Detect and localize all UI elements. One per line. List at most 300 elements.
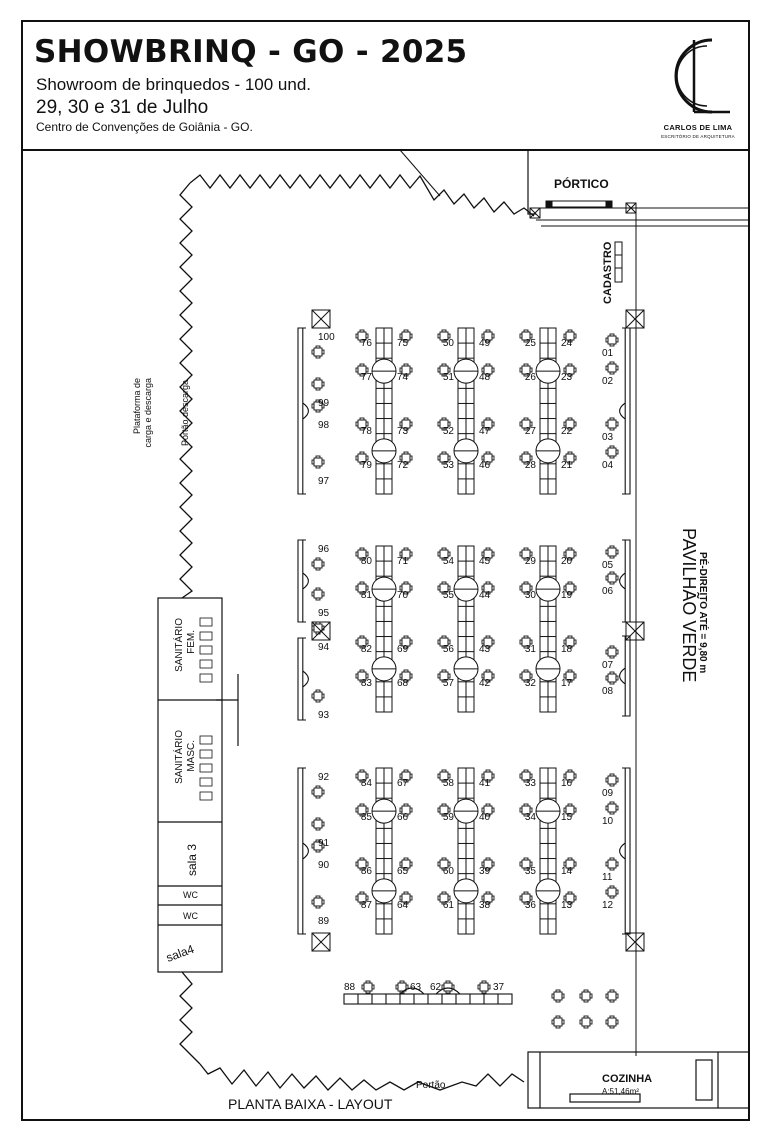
stand-number: 43 [479, 644, 491, 655]
chair [372, 985, 374, 989]
chair [316, 896, 320, 898]
stand-number: 74 [397, 372, 409, 383]
sheet-border [22, 21, 749, 1120]
chair [438, 862, 440, 866]
stand-number: 31 [524, 644, 536, 655]
chair [312, 900, 314, 904]
table-with-chairs [312, 786, 324, 798]
stand-number: 08 [602, 686, 614, 697]
table [314, 458, 322, 466]
chair [486, 892, 490, 894]
stand-number: 24 [561, 338, 573, 349]
chair [520, 456, 522, 460]
left-zigzag-wall-lower [180, 972, 200, 1064]
chair [568, 330, 572, 332]
stand-number: 04 [602, 460, 614, 471]
chair [520, 896, 522, 900]
chair [568, 670, 572, 672]
wall-stand [620, 540, 630, 622]
wall-stand [298, 540, 308, 622]
chair [410, 640, 412, 644]
stand-number: 66 [397, 812, 409, 823]
chair [520, 334, 522, 338]
table [608, 364, 616, 372]
chair [606, 550, 608, 554]
stand-number: 41 [479, 778, 491, 789]
chair [520, 774, 522, 778]
stand-number: 84 [360, 778, 372, 789]
wall-stand-bump [620, 403, 626, 419]
chair [580, 994, 582, 998]
chair [610, 672, 614, 674]
table-with-chairs [396, 981, 408, 993]
chair [568, 582, 572, 584]
chair [520, 674, 522, 678]
stand-number: 80 [360, 556, 372, 567]
chair [438, 774, 440, 778]
chair [616, 806, 618, 810]
chair [396, 985, 398, 989]
toilet-fixture [200, 618, 212, 626]
stand-island [536, 546, 560, 712]
chair [442, 636, 446, 638]
chair [442, 582, 446, 584]
chair [556, 1026, 560, 1028]
chair [574, 586, 576, 590]
chair [492, 774, 494, 778]
chair [574, 774, 576, 778]
chair [446, 991, 450, 993]
chair [568, 364, 572, 366]
table-with-chairs [606, 362, 618, 374]
chair [590, 994, 592, 998]
chair [316, 466, 320, 468]
stand-number: 44 [479, 590, 491, 601]
cadastro-label: CADASTRO [602, 241, 614, 304]
chair [606, 806, 608, 810]
stand-island [372, 328, 396, 494]
chair [492, 862, 494, 866]
chair [404, 770, 408, 772]
chair [316, 588, 320, 590]
chair [574, 552, 576, 556]
chair [606, 650, 608, 654]
toilet-fixture [200, 750, 212, 758]
portico [546, 201, 612, 207]
chair [360, 364, 364, 366]
chair [410, 808, 412, 812]
chair [406, 985, 408, 989]
chair [366, 991, 370, 993]
chair [610, 582, 614, 584]
chair [574, 334, 576, 338]
table-with-chairs [580, 1016, 592, 1028]
event-subtitle: Showroom de brinquedos - 100 und. [36, 75, 312, 94]
chair [438, 808, 440, 812]
stand-number: 30 [524, 590, 536, 601]
chair [520, 552, 522, 556]
stand-number: 02 [602, 376, 614, 387]
table [314, 380, 322, 388]
chair [360, 548, 364, 550]
chair [356, 586, 358, 590]
stand-number: 99 [318, 398, 330, 409]
table [314, 560, 322, 568]
chair [610, 812, 614, 814]
table-with-chairs [312, 588, 324, 600]
stand-number: 88 [344, 982, 356, 993]
stand-number: 06 [602, 586, 614, 597]
chair [360, 892, 364, 894]
stand-number: 33 [524, 778, 536, 789]
chair [492, 552, 494, 556]
chair [524, 636, 528, 638]
chair [316, 906, 320, 908]
chair [562, 994, 564, 998]
stand-number: 45 [479, 556, 491, 567]
chair [316, 346, 320, 348]
stand-number: 83 [360, 678, 372, 689]
table-with-chairs [606, 1016, 618, 1028]
chair [574, 456, 576, 460]
chair [610, 656, 614, 658]
table-with-chairs [312, 690, 324, 702]
chair [360, 418, 364, 420]
structural-column [626, 933, 644, 951]
table [582, 1018, 590, 1026]
table-with-chairs [580, 990, 592, 1002]
stand-number: 40 [479, 812, 491, 823]
chair [322, 460, 324, 464]
building-walls [180, 150, 749, 1090]
stand-number: 32 [524, 678, 536, 689]
chair [574, 808, 576, 812]
portico-label: PÓRTICO [554, 177, 609, 191]
chair [438, 456, 440, 460]
chair [584, 1016, 588, 1018]
chair [482, 991, 486, 993]
stand-number: 91 [318, 838, 330, 849]
chair [486, 452, 490, 454]
chair [486, 670, 490, 672]
wall-stand-bump [620, 573, 626, 589]
portico-walls [528, 150, 536, 214]
room-4-label: sala4 [164, 941, 196, 965]
chair [438, 586, 440, 590]
stand-number: 13 [561, 900, 573, 911]
chair [610, 774, 614, 776]
chair [404, 452, 408, 454]
wall-stand-outline [298, 540, 306, 622]
table-with-chairs [606, 334, 618, 346]
chair [610, 556, 614, 558]
wall-stand-outline [298, 768, 306, 934]
chair [524, 804, 528, 806]
stand-number: 87 [360, 900, 372, 911]
stand-number: 25 [524, 338, 536, 349]
chair [610, 896, 614, 898]
toilet-fixture [200, 674, 212, 682]
chair [404, 582, 408, 584]
chair [610, 1026, 614, 1028]
chair [356, 674, 358, 678]
stand-number: 70 [397, 590, 409, 601]
chair [410, 422, 412, 426]
stand-number: 38 [479, 900, 491, 911]
chair [442, 892, 446, 894]
stand-number: 69 [397, 644, 409, 655]
chair [322, 694, 324, 698]
stand-number: 28 [524, 460, 536, 471]
stand-number: 11 [602, 872, 613, 883]
stand-number: 94 [318, 642, 330, 653]
platform-label: carga e descarga [143, 378, 153, 448]
stand-number: 49 [479, 338, 491, 349]
chair [610, 546, 614, 548]
chair [356, 896, 358, 900]
chair [410, 334, 412, 338]
stand-number: 34 [524, 812, 536, 823]
chair [312, 822, 314, 826]
chair [492, 422, 494, 426]
stand-number: 53 [442, 460, 454, 471]
chair [438, 334, 440, 338]
chair [452, 985, 454, 989]
chair [580, 1020, 582, 1024]
chair [482, 981, 486, 983]
service-block [158, 598, 238, 972]
chair [316, 568, 320, 570]
stand-number: 65 [397, 866, 409, 877]
stand-number: 68 [397, 678, 409, 689]
table-with-chairs [606, 774, 618, 786]
chair [442, 770, 446, 772]
chair [610, 446, 614, 448]
event-title: SHOWBRINQ - GO - 2025 [34, 34, 468, 70]
stand-number: 10 [602, 816, 614, 827]
chair [610, 362, 614, 364]
stand-number: 77 [360, 372, 372, 383]
chair [616, 994, 618, 998]
chair [492, 808, 494, 812]
stand-number: 78 [360, 426, 372, 437]
stand-number: 85 [360, 812, 372, 823]
chair [322, 790, 324, 794]
structural-column [626, 310, 644, 328]
chair [366, 981, 370, 983]
stand-number: 86 [360, 866, 372, 877]
chair [312, 382, 314, 386]
chair [356, 640, 358, 644]
wall-stand-outline [298, 638, 306, 720]
chair [442, 670, 446, 672]
stand-number: 09 [602, 788, 614, 799]
stand-number: 14 [561, 866, 573, 877]
table-with-chairs [606, 546, 618, 558]
table-with-chairs [606, 990, 618, 1002]
toilet-fixture [200, 660, 212, 668]
table [608, 574, 616, 582]
table [608, 804, 616, 812]
chair [524, 364, 528, 366]
structural-column [312, 622, 330, 640]
chair [492, 334, 494, 338]
chair [486, 582, 490, 584]
stand-number: 50 [442, 338, 454, 349]
platform-label: Plataforma de [132, 378, 142, 435]
architect-name: CARLOS DE LIMA [663, 123, 733, 132]
chair [574, 368, 576, 372]
chair [520, 640, 522, 644]
table [444, 983, 452, 991]
stand-number: 19 [561, 590, 573, 601]
chair [584, 990, 588, 992]
stand-number: 90 [318, 860, 330, 871]
table [608, 420, 616, 428]
chair [552, 994, 554, 998]
stand-number: 07 [602, 660, 614, 671]
chair [616, 676, 618, 680]
table-with-chairs [312, 378, 324, 390]
table [554, 992, 562, 1000]
kitchen-area-label: A:51,46m² [602, 1087, 639, 1096]
chair [438, 552, 440, 556]
chair [568, 892, 572, 894]
stand-number: 96 [318, 544, 330, 555]
chair [442, 452, 446, 454]
stand-number: 79 [360, 460, 372, 471]
stand-number: 60 [442, 866, 454, 877]
chair [410, 586, 412, 590]
chair [616, 422, 618, 426]
stand-number: 81 [360, 590, 372, 601]
stand-layout [132, 176, 710, 1096]
chair [360, 636, 364, 638]
chair [492, 640, 494, 644]
table [608, 336, 616, 344]
chair [590, 1020, 592, 1024]
stand-number: 89 [318, 916, 330, 927]
chair [362, 985, 364, 989]
chair [442, 858, 446, 860]
chair [606, 890, 608, 894]
mens-restroom-label: MASC. [186, 740, 197, 772]
stand-island [536, 768, 560, 934]
chair [492, 368, 494, 372]
chair [616, 338, 618, 342]
wall-stand [298, 638, 308, 720]
wall-stand [620, 768, 630, 934]
chair [312, 562, 314, 566]
chair [446, 981, 450, 983]
chair [404, 636, 408, 638]
stand-number: 17 [561, 678, 573, 689]
chair [556, 990, 560, 992]
chair [404, 418, 408, 420]
chair [568, 770, 572, 772]
chair [486, 858, 490, 860]
chair [616, 778, 618, 782]
chair [322, 822, 324, 826]
chair [610, 868, 614, 870]
chair [410, 862, 412, 866]
chair [606, 994, 608, 998]
chair [574, 674, 576, 678]
architect-tagline: ESCRITÓRIO DE ARQUITETURA [661, 134, 735, 139]
chair [568, 858, 572, 860]
table [608, 860, 616, 868]
table-with-chairs [606, 858, 618, 870]
chair [616, 576, 618, 580]
wall-stand [620, 636, 630, 716]
table-with-chairs [552, 990, 564, 1002]
stand-number: 54 [442, 556, 454, 567]
wall-stand-outline [622, 768, 630, 934]
chair [492, 456, 494, 460]
womens-restroom-label: FEM. [186, 630, 197, 654]
chair [606, 422, 608, 426]
stand-number: 29 [524, 556, 536, 567]
chair [610, 572, 614, 574]
chair [356, 862, 358, 866]
stand-number: 61 [442, 900, 454, 911]
pavilion-label: PAVILHÃO VERDE [679, 528, 699, 683]
chair [486, 804, 490, 806]
chair [562, 1020, 564, 1024]
table-with-chairs [442, 981, 454, 993]
chair [356, 552, 358, 556]
stand-number: 39 [479, 866, 491, 877]
stand-number: 63 [410, 982, 422, 993]
chair [610, 886, 614, 888]
stand-island [454, 546, 478, 712]
table [608, 648, 616, 656]
stand-number: 67 [397, 778, 409, 789]
chair [520, 586, 522, 590]
wall-stand-outline [622, 540, 630, 622]
chair [356, 456, 358, 460]
stand-number: 100 [318, 332, 335, 343]
table-with-chairs [606, 886, 618, 898]
stand-number: 92 [318, 772, 330, 783]
table-with-chairs [362, 981, 374, 993]
stand-number: 72 [397, 460, 409, 471]
table-with-chairs [606, 572, 618, 584]
wall-stand-outline [622, 328, 630, 494]
chair [356, 808, 358, 812]
chair [616, 1020, 618, 1024]
chair [438, 674, 440, 678]
table-with-chairs [606, 672, 618, 684]
chair [442, 985, 444, 989]
chair [360, 452, 364, 454]
table-with-chairs [606, 646, 618, 658]
chair [556, 1000, 560, 1002]
chair [610, 784, 614, 786]
chair [610, 428, 614, 430]
stand-number: 62 [430, 982, 442, 993]
chair [486, 770, 490, 772]
chair [316, 690, 320, 692]
chair [410, 896, 412, 900]
chair [606, 676, 608, 680]
chair [568, 804, 572, 806]
chair [404, 670, 408, 672]
chair [492, 674, 494, 678]
table-with-chairs [312, 558, 324, 570]
table-with-chairs [606, 446, 618, 458]
stand-number: 52 [442, 426, 454, 437]
